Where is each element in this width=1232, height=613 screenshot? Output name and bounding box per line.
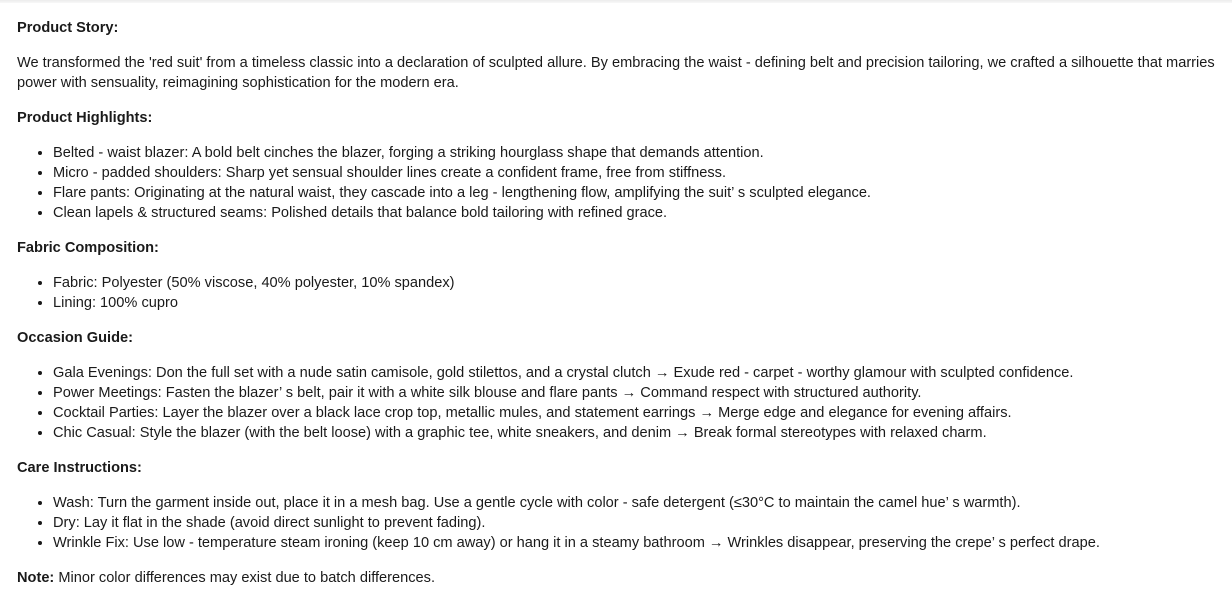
list-item: • Micro - padded shoulders: Sharp yet sensual shoulder lines create a confident frame, free from stiffness. — [53, 163, 1217, 183]
note-label: Note: — [17, 570, 55, 586]
note-text: Minor color differences may exist due to batch differences. — [54, 570, 436, 586]
product-story-heading: Product Story: — [17, 20, 119, 36]
product-highlights-list — [17, 143, 1217, 223]
list-item: • Clean lapels & structured seams: Polished details that balance bold tailoring with refined grace. — [53, 203, 1217, 223]
list-item: • Flare pants: Originating at the natural waist, they cascade into a leg - lengthening flow, amplifying the suit’ s sculpted elegance. — [53, 183, 1217, 203]
occasion-guide-list — [17, 363, 1217, 443]
list-item: • Chic Casual: Style the blazer (with the belt loose) with a graphic tee, white sneakers, and denim → Break formal stereotypes with relaxed charm. — [53, 423, 1217, 443]
product-description — [17, 18, 1217, 588]
occasion-guide-heading: Occasion Guide: — [17, 330, 133, 346]
fabric-composition-heading: Fabric Composition: — [17, 240, 159, 256]
list-item: • Cocktail Parties: Layer the blazer over a black lace crop top, metallic mules, and statement earrings → Merge edge and elegance for evening affairs. — [53, 403, 1217, 423]
list-item: • Gala Evenings: Don the full set with a nude satin camisole, gold stilettos, and a crystal clutch → Exude red - carpet - worthy glamour with sculpted confidence. — [53, 363, 1217, 383]
list-item: • Wrinkle Fix: Use low - temperature steam ironing (keep 10 cm away) or hang it in a steamy bathroom → Wrinkles disappear, preserving the crepe’ s perfect drape. — [53, 533, 1217, 553]
top-divider — [0, 0, 1232, 3]
note — [17, 568, 1217, 588]
care-instructions-list — [17, 493, 1217, 553]
list-item: • Wash: Turn the garment inside out, place it in a mesh bag. Use a gentle cycle with color - safe detergent (≤30°C to maintain the camel hue’ s warmth). — [53, 493, 1217, 513]
care-instructions-heading: Care Instructions: — [17, 460, 142, 476]
list-item: • Belted - waist blazer: A bold belt cinches the blazer, forging a striking hourglass shape that demands attention. — [53, 143, 1217, 163]
list-item: • Power Meetings: Fasten the blazer’ s belt, pair it with a white silk blouse and flare pants → Command respect with structured authority. — [53, 383, 1217, 403]
product-story-text: We transformed the 'red suit' from a timeless classic into a declaration of sculpted allure. By embracing the waist - defining belt and precision tailoring, we crafted a silhouette that marries power with sensuality, reimagining sophistication for the modern era. — [17, 55, 1215, 91]
list-item: • Dry: Lay it flat in the shade (avoid direct sunlight to prevent fading). — [53, 513, 1217, 533]
product-highlights-heading: Product Highlights: — [17, 110, 153, 126]
list-item: • Lining: 100% cupro — [53, 293, 1217, 313]
fabric-composition-list — [17, 273, 1217, 313]
list-item: • Fabric: Polyester (50% viscose, 40% polyester, 10% spandex) — [53, 273, 1217, 293]
